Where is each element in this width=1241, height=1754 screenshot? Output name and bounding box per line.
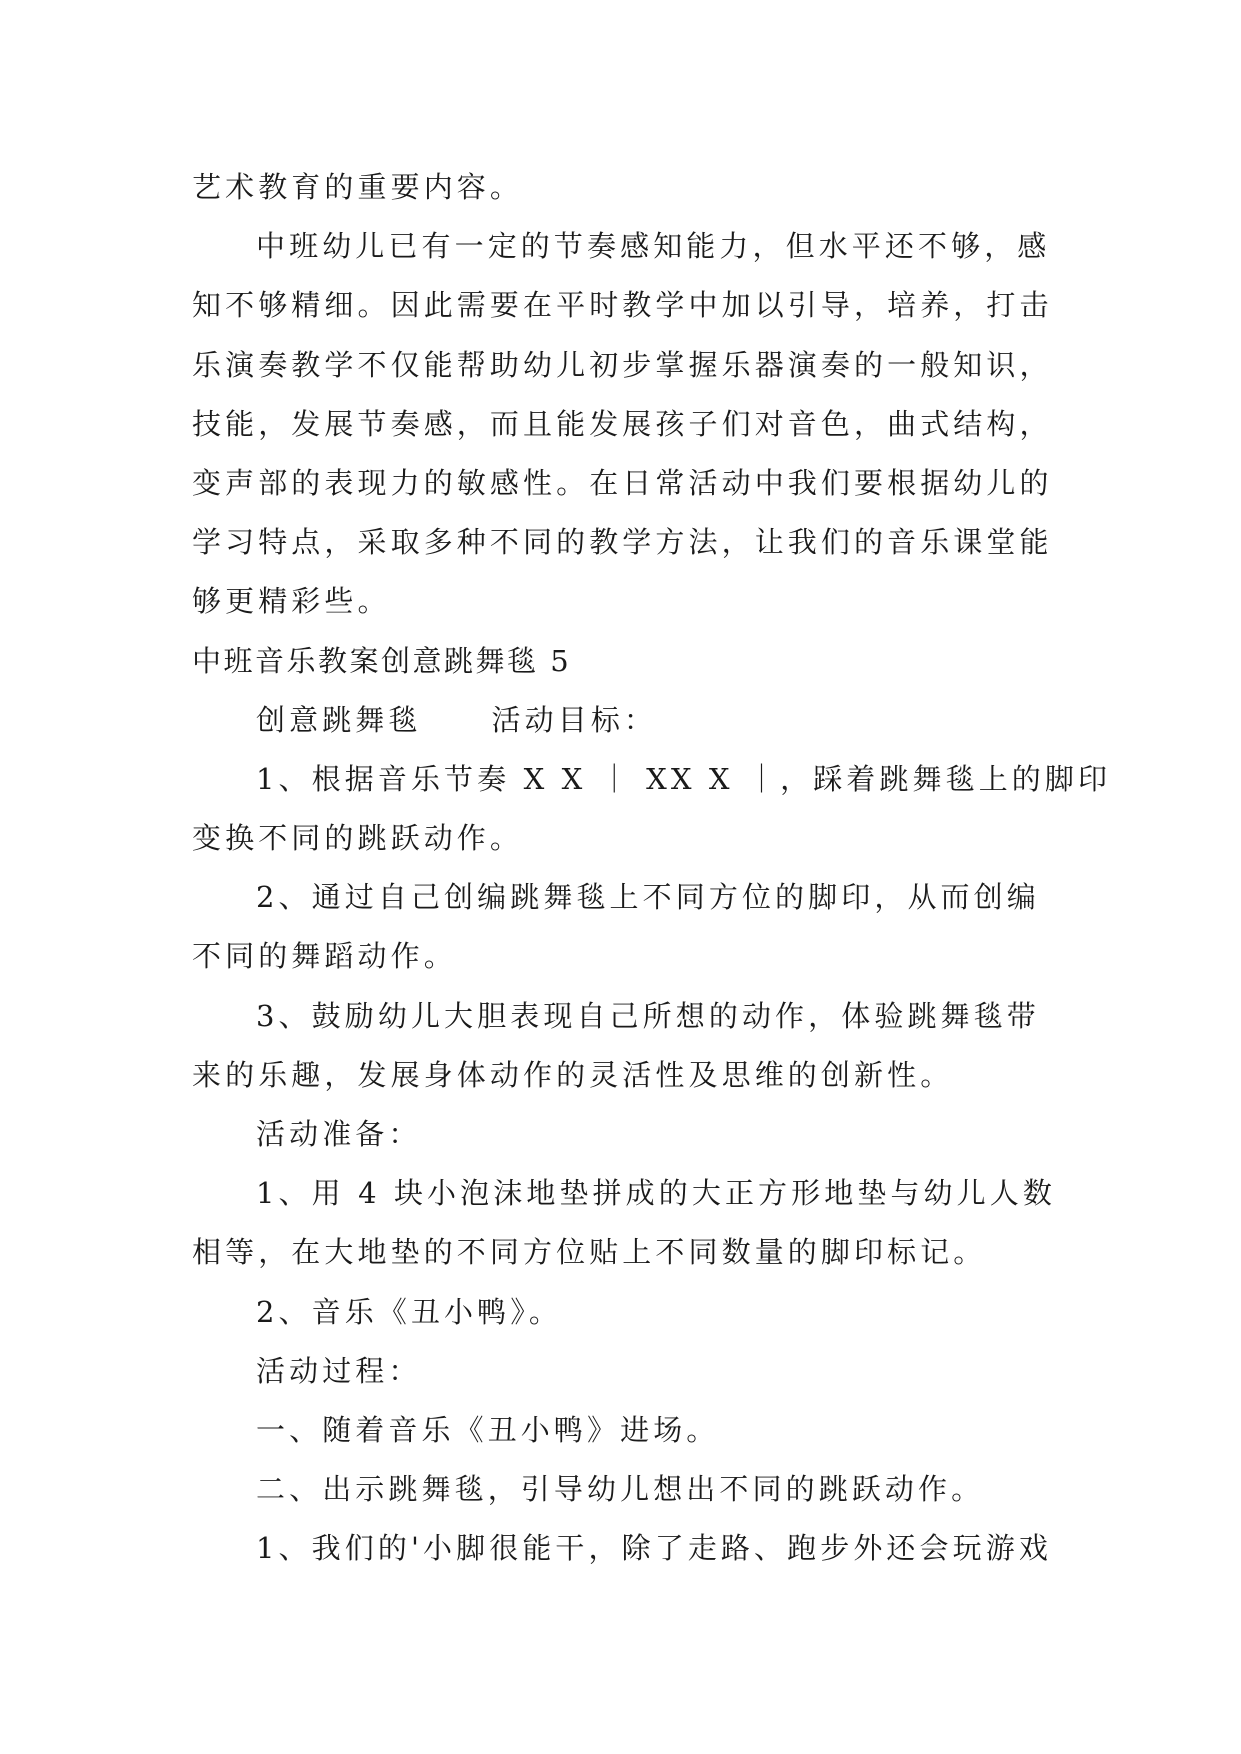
paragraph-line: 够更精彩些。: [192, 584, 391, 619]
subtitle-line: [192, 691, 1060, 750]
paragraph-line: 艺术教育的重要内容。: [192, 170, 524, 204]
paragraph-line: 一、随着音乐《丑小鸭》进场。: [256, 1412, 720, 1447]
paragraph-line: 不同的舞蹈动作。: [192, 939, 457, 974]
paragraph-line: 活动准备：: [256, 1117, 422, 1151]
paragraph-line: 相等，在大地垫的不同方位贴上不同数量的脚印标记。: [192, 1235, 987, 1270]
paragraph-line: 乐演奏教学不仅能帮助幼儿初步掌握乐器演奏的一般知识，: [192, 347, 1053, 382]
goals-label: 活动目标：: [491, 702, 658, 737]
paragraph-line: 学习特点，采取多种不同的教学方法，让我们的音乐课堂能: [192, 525, 1053, 560]
paragraph-line: 1、用 4 块小泡沫地垫拼成的大正方形地垫与幼儿人数: [256, 1176, 1056, 1211]
paragraph-line: 变换不同的跳跃动作。: [192, 821, 524, 856]
paragraph-line: 活动过程：: [256, 1353, 422, 1388]
paragraph-line: 二、出示跳舞毯，引导幼儿想出不同的跳跃动作。: [256, 1472, 985, 1507]
activity-name: 创意跳舞毯: [256, 702, 422, 737]
paragraph-line: 知不够精细。因此需要在平时教学中加以引导，培养，打击: [192, 288, 1053, 323]
paragraph-line: 变声部的表现力的敏感性。在日常活动中我们要根据幼儿的: [192, 465, 1053, 500]
paragraph-line: 2、通过自己创编跳舞毯上不同方位的脚印，从而创编: [256, 880, 1040, 915]
paragraph-line: 1、根据音乐节奏 X X ｜ XX X ｜，踩着跳舞毯上的脚印: [256, 761, 1112, 796]
paragraph-line: 来的乐趣，发展身体动作的灵活性及思维的创新性。: [192, 1057, 954, 1092]
paragraph-line: 中班幼儿已有一定的节奏感知能力，但水平还不够，感: [256, 229, 1051, 264]
paragraph-line: 2、音乐《丑小鸭》。: [256, 1294, 562, 1329]
paragraph-line: 3、鼓励幼儿大胆表现自己所想的动作，体验跳舞毯带: [256, 998, 1040, 1033]
document-body: [192, 158, 1112, 1579]
paragraph-line: 技能，发展节奏感，而且能发展孩子们对音色，曲式结构，: [192, 406, 1053, 441]
paragraph-line: 1、我们的'小脚很能干，除了走路、跑步外还会玩游戏: [256, 1531, 1052, 1566]
section-heading: 中班音乐教案创意跳舞毯 5: [192, 643, 572, 678]
